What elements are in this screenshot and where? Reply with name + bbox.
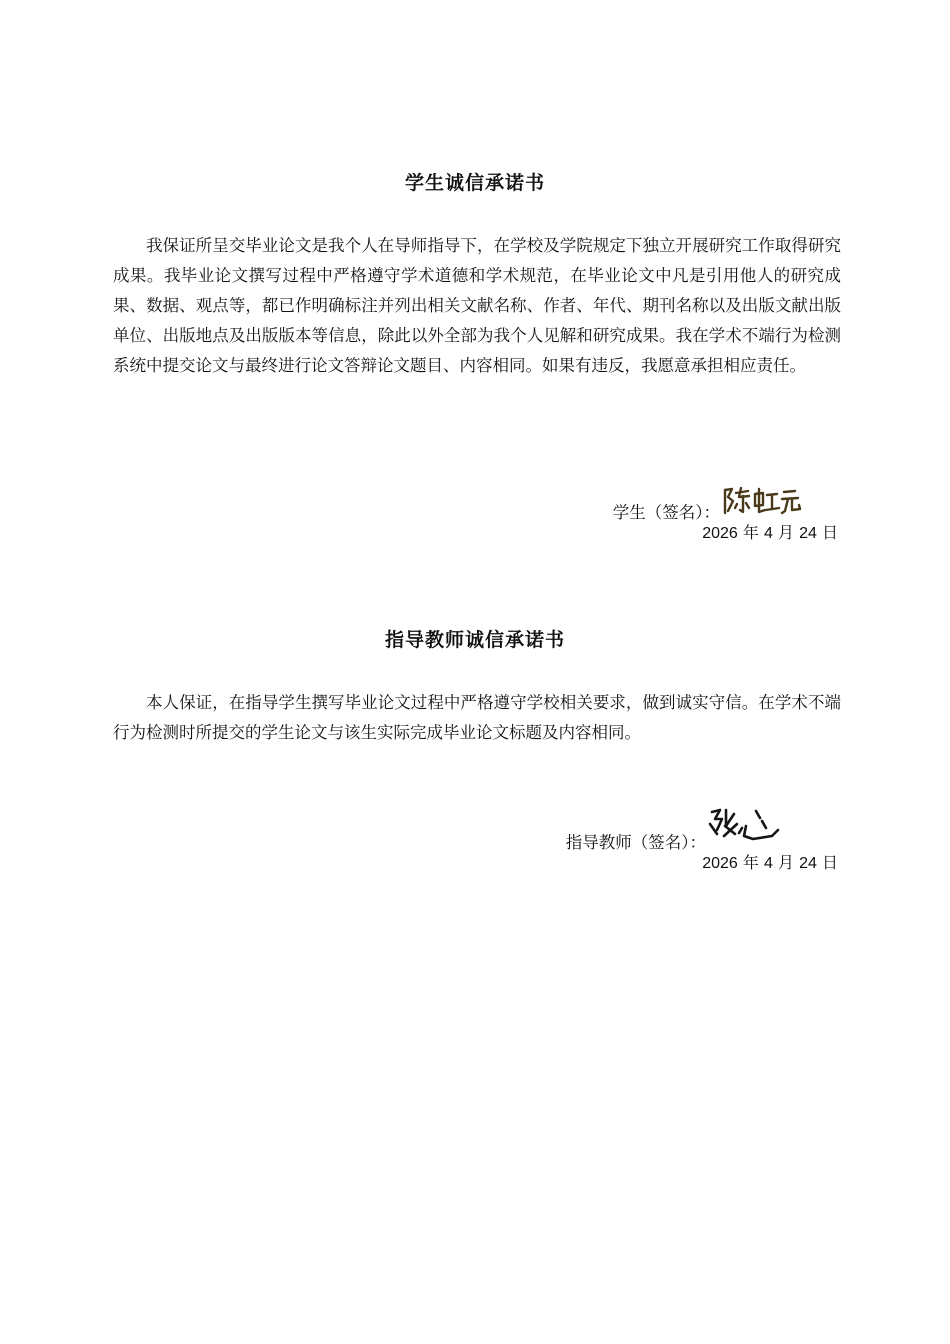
teacher-pledge-title: 指导教师诚信承诺书 [384, 629, 565, 651]
student-date: 2026 年 4 月 24 日 [702, 523, 838, 542]
student-sign-label: 学生（签名）： [612, 503, 720, 522]
student-pledge-title: 学生诚信承诺书 [404, 172, 545, 194]
teacher-sign-label: 指导教师（签名）： [565, 833, 706, 852]
teacher-pledge-paragraph: 本人保证，在指导学生撰写毕业论文过程中严格遵守学校相关要求，做到诚实守信。在学术不端行为检测时所提交的学生论文与该生实际完成毕业论文标题及内容相同。 [113, 693, 841, 742]
teacher-signature-line [566, 806, 780, 855]
teacher-handwritten-signature [708, 806, 780, 855]
student-pledge-paragraph: 我保证所呈交毕业论文是我个人在导师指导下，在学校及学院规定下独立开展研究工作取得研究成果。我毕业论文撰写过程中严格遵守学术道德和学术规范，在毕业论文中凡是引用他人的研究成果、数据、观点等，都已作明确标注并列出相关文献名称、作者、年代、期刊名称以及出版文献出版单位、出版地点及出版版本等信息，除此以外全部为我个人见解和研究成果。我在学术不端行为检测系统中提交论文与最终进行论文答辩论文题目、内容相同。如果有违反，我愿意承担相应责任。 [113, 236, 841, 375]
student-signature-line [613, 484, 802, 525]
teacher-date: 2026 年 4 月 24 日 [702, 853, 838, 872]
student-handwritten-signature [722, 484, 802, 525]
